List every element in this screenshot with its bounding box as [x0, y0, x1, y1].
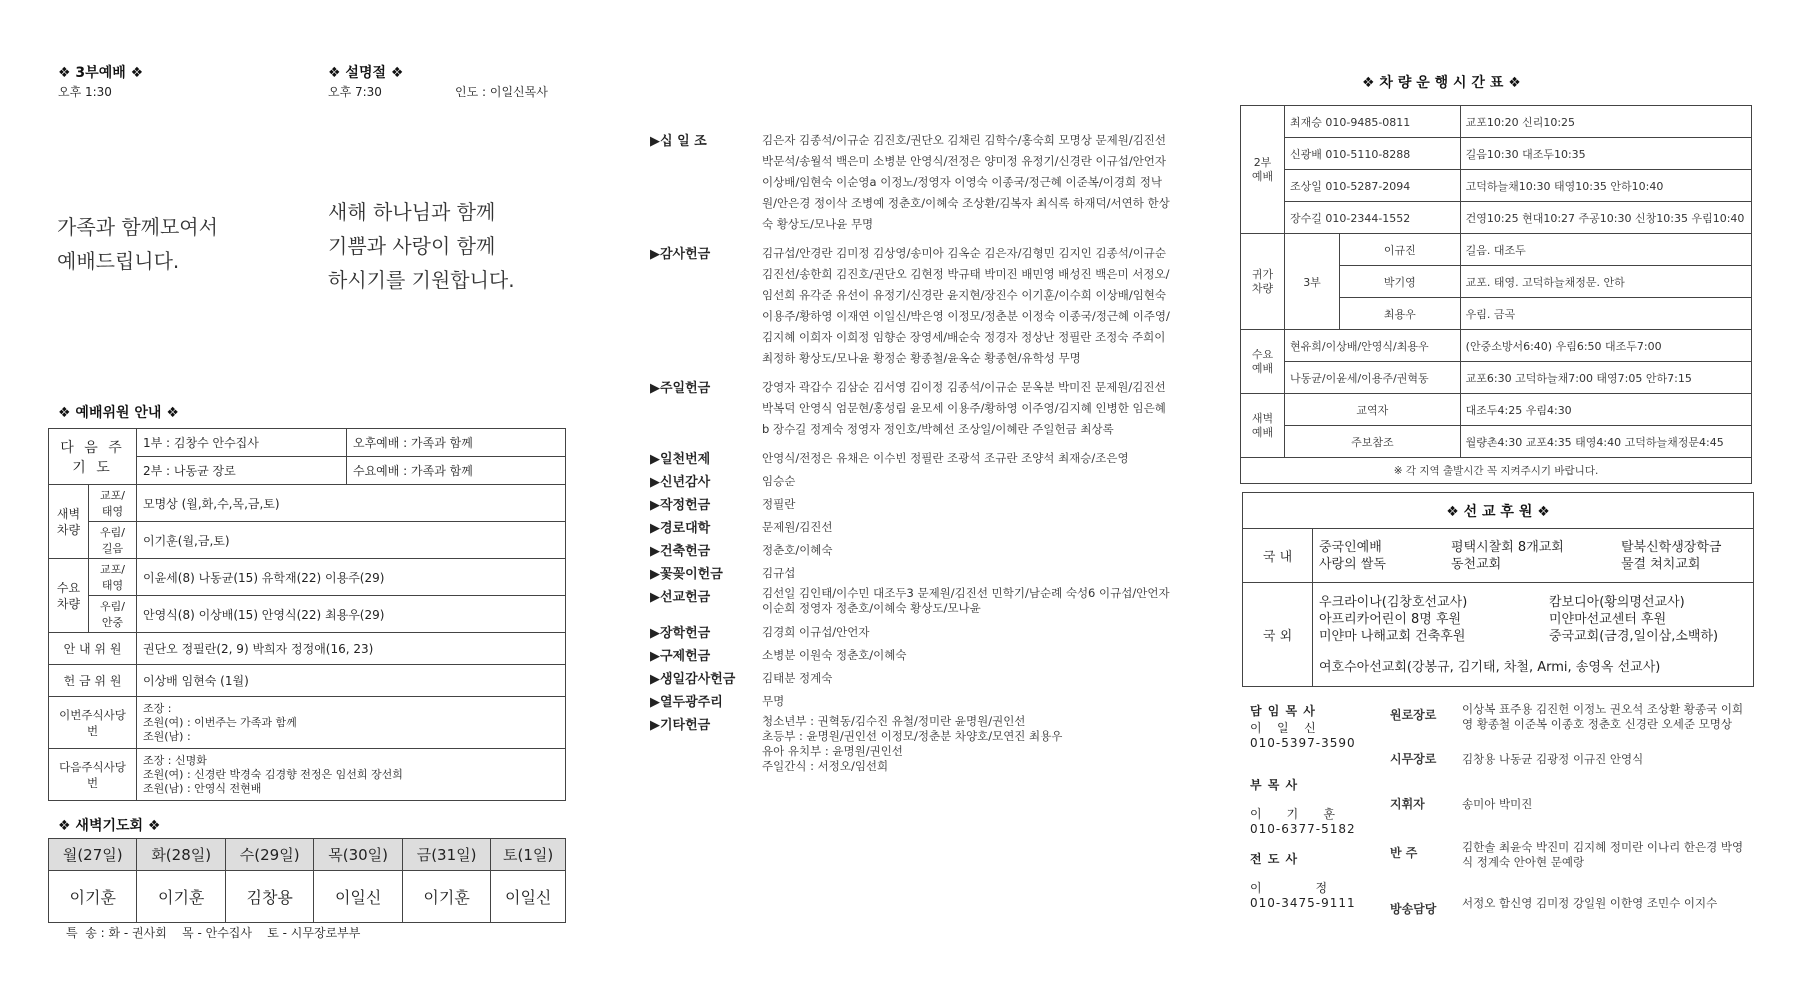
- dawn-day: 화(28일): [137, 839, 225, 871]
- offering-type: ▶장학헌금: [650, 626, 711, 641]
- dawn-car-area: 우림/길음: [89, 522, 137, 559]
- accompanist-label: 반 주: [1390, 846, 1418, 860]
- pastor-name: 이 일 신: [1250, 721, 1317, 735]
- offering-donors: 김태분 정계숙: [762, 671, 833, 685]
- meal-leader: 조장 :: [143, 701, 172, 715]
- dawn-day: 금(31일): [402, 839, 490, 871]
- mission-domestic-label: 국 내: [1243, 529, 1313, 583]
- wed-car-driver: 이윤세(8) 나동균(15) 유학재(22) 이용주(29): [137, 559, 566, 596]
- offering-group: [650, 622, 1170, 643]
- offering-type: ▶일천번제: [650, 452, 711, 467]
- assoc-pastor-title: 부 목 사: [1250, 778, 1299, 792]
- dawn-preacher: 이기훈: [49, 871, 137, 923]
- mission-item: 중국교회(금경,일이삼,소백하): [1549, 628, 1719, 644]
- dawn-preacher: 이일신: [314, 871, 402, 923]
- prayer-second: 2부 : 나동균 장로: [137, 457, 347, 485]
- bus-group-label: 수요 예배: [1241, 330, 1285, 394]
- offering-type: ▶꽃꽂이헌금: [650, 567, 723, 582]
- bus-title: ❖ 차 량 운 행 시 간 표 ❖: [1362, 75, 1521, 91]
- message-line: 새해 하나님과 함께: [328, 200, 496, 224]
- bus-driver: 나동균/이윤세/이용주/권혁동: [1285, 362, 1461, 394]
- offering-type: ▶구제헌금: [650, 649, 711, 664]
- dawn-car-driver: 이기훈(월,금,토): [137, 522, 566, 559]
- bus-driver: 이규진: [1340, 234, 1461, 266]
- bus-driver: 현유희/이상배/안영식/최용우: [1285, 330, 1461, 362]
- special-song: 특 송 : 화 - 권사회 목 - 안수집사 토 - 시무장로부부: [66, 926, 361, 940]
- offering-donors: 소병분 이원숙 정춘호/이혜숙: [762, 648, 907, 662]
- bus-route: 교포10:20 신리10:25: [1460, 106, 1751, 138]
- bus-driver: 장수길 010-2344-1552: [1285, 202, 1461, 234]
- offering-type: ▶주일헌금: [650, 381, 711, 396]
- bus-route: 대조두4:25 우림4:30: [1460, 394, 1751, 426]
- bus-driver: 교역자: [1285, 394, 1461, 426]
- mission-item: 탈북신학생장학금: [1621, 539, 1722, 555]
- active-elder-names: 김창용 나동균 김광정 이규진 안영식: [1462, 752, 1644, 766]
- offering-type: ▶선교헌금: [650, 590, 711, 605]
- offering-list: [650, 130, 1170, 782]
- offering-donors: 김선일 김인태/이수민 대조두3 문제원/김진선 민학기/남순례 숙성6 이규섭/안언자 이순희 정영자 정춘호/이혜숙 황상도/모나윤: [762, 586, 1170, 615]
- mission-item: 캄보디아(황의명선교사): [1549, 594, 1685, 610]
- bus-subgroup: 3부: [1285, 234, 1340, 330]
- bus-driver: 최용우: [1340, 298, 1461, 330]
- elder-names: 이상복 표주용 김진헌 이정노 권오석 조상환 황종국 이희영 황종철 이준복 이종호 정춘호 신경란 오세준 모명상: [1462, 702, 1744, 731]
- offering-group: [650, 130, 1170, 235]
- offering-group: [650, 645, 1170, 666]
- offering-type: ▶건축헌금: [650, 544, 711, 559]
- mission-item: 미얀마선교센터 후원: [1549, 611, 1667, 627]
- offering-type: ▶열두광주리: [650, 695, 723, 710]
- offering-group: [650, 714, 1170, 774]
- bus-driver: 주보참조: [1285, 426, 1461, 458]
- bus-group-label: 귀가 차량: [1241, 234, 1285, 330]
- evangelist-phone: 010-3475-9111: [1250, 896, 1356, 910]
- message-line: 예배드립니다.: [57, 249, 180, 273]
- bus-route: 교포. 태영. 고덕하늘채정문. 안하: [1460, 266, 1751, 298]
- broadcast-label: 방송담당: [1390, 902, 1437, 916]
- offering-type: ▶생일감사헌금: [650, 672, 736, 687]
- offering-group: [650, 540, 1170, 561]
- mission-foreign-label: 국 외: [1243, 583, 1313, 687]
- mission-item: 미얀마 나해교회 건축후원: [1319, 628, 1466, 644]
- offering-donors: 무명: [762, 694, 785, 708]
- lunar-time: 오후 7:30: [328, 85, 382, 99]
- prayer-afternoon: 오후예배 : 가족과 함께: [347, 429, 566, 457]
- meal-women: 조원(여) : 신경란 박경숙 김경향 전정은 임선희 장선희: [143, 767, 403, 781]
- prayer-first: 1부 : 김창수 안수집사: [137, 429, 347, 457]
- offering-type: ▶십 일 조: [650, 134, 707, 149]
- dawn-preacher: 김창용: [225, 871, 313, 923]
- offering-group: [650, 586, 1170, 616]
- wed-car-driver: 안영식(8) 이상배(15) 안영식(22) 최용우(29): [137, 596, 566, 633]
- meal-men: 조원(남) : 안영식 전현배: [143, 781, 262, 795]
- bus-route: 길음10:30 대조두10:35: [1460, 138, 1751, 170]
- dawn-car-label: 새벽 차량: [49, 485, 89, 559]
- offering-type: ▶신년감사: [650, 475, 711, 490]
- assoc-pastor-phone: 010-6377-5182: [1250, 822, 1356, 836]
- mission-item: 여호수아선교회(강봉규, 김기태, 차철, Armi, 송영옥 선교사): [1319, 659, 1661, 675]
- bus-schedule-table: [1240, 105, 1752, 484]
- broadcast-names: 서정오 함신영 김미정 강일원 이한영 조민수 이지수: [1462, 896, 1718, 910]
- lunar-title: ❖ 설명절 ❖: [328, 65, 404, 81]
- bus-route: 길음. 대조두: [1460, 234, 1751, 266]
- dawn-car-driver: 모명상 (월,화,수,목,금,토): [137, 485, 566, 522]
- bus-driver: 박기영: [1340, 266, 1461, 298]
- mission-table: [1242, 528, 1754, 687]
- offering-group: [650, 448, 1170, 469]
- offering-names: 이상배 임현숙 (1월): [137, 665, 566, 697]
- conductor-label: 지휘자: [1390, 797, 1425, 811]
- prayer-label: 다 음 주 기 도: [49, 429, 137, 485]
- lunar-leader: 인도 : 이일신목사: [455, 85, 548, 99]
- offering-group: [650, 563, 1170, 584]
- offering-group: [650, 243, 1170, 369]
- bus-route: (안중소방서6:40) 우림6:50 대조두7:00: [1460, 330, 1751, 362]
- offering-group: [650, 517, 1170, 538]
- bus-route: 건영10:25 현대10:27 주공10:30 신창10:35 우림10:40: [1460, 202, 1751, 234]
- offering-type: ▶기타헌금: [650, 718, 711, 733]
- meal-women: 조원(여) : 이번주는 가족과 함께: [143, 715, 297, 729]
- message-newyear: [328, 195, 515, 297]
- staff-title: ❖ 예배위원 안내 ❖: [58, 405, 179, 421]
- prayer-wednesday: 수요예배 : 가족과 함께: [347, 457, 566, 485]
- offering-donors: 문제원/김진선: [762, 520, 833, 534]
- message-line: 하시기를 기원합니다.: [328, 268, 515, 292]
- bus-route: 월량촌4:30 교포4:35 태영4:40 고덕하늘채정문4:45: [1460, 426, 1751, 458]
- offering-group: [650, 668, 1170, 689]
- offering-donors: 김경희 이규섭/안언자: [762, 625, 870, 639]
- dawn-preacher: 이기훈: [402, 871, 490, 923]
- mission-item: 물결 쳐치교회: [1621, 556, 1701, 572]
- offering-type: ▶경로대학: [650, 521, 711, 536]
- accompanist-names: 김한솔 최윤숙 박진미 김지혜 정미란 이나리 한은경 박영식 정계숙 안아현 문예랑: [1462, 840, 1744, 869]
- conductor-names: 송미아 박미진: [1462, 797, 1533, 811]
- dawn-day: 월(27일): [49, 839, 137, 871]
- bus-note: ※ 각 지역 출발시간 꼭 지켜주시기 바랍니다.: [1241, 458, 1752, 484]
- staff-table: [48, 428, 566, 801]
- offering-donors: 김규섭: [762, 566, 796, 580]
- dawn-day: 수(29일): [225, 839, 313, 871]
- mission-item: 아프리카어린이 8명 후원: [1319, 611, 1462, 627]
- meal-men: 조원(남) :: [143, 729, 191, 743]
- message-line: 가족과 함께모여서: [57, 215, 218, 239]
- usher-label: 안 내 위 원: [49, 633, 137, 665]
- offering-donors: 안영식/전정은 유채은 이수빈 정필란 조광석 조규란 조양석 최재승/조은영: [762, 451, 1129, 465]
- wed-car-label: 수요 차량: [49, 559, 89, 633]
- dawn-day: 목(30일): [314, 839, 402, 871]
- elder-label: 원로장로: [1390, 708, 1437, 722]
- offering-donors: 정필란: [762, 497, 796, 511]
- bus-group-label: 새벽 예배: [1241, 394, 1285, 458]
- evangelist-name: 이 정: [1250, 881, 1329, 895]
- offering-donors: 김은자 김종석/이규순 김진호/권단오 김채린 김학수/홍숙희 모명상 문제원/김진선 박문석/송월석 백은미 소병분 안영식/전정은 양미정 유정기/신경란 이규섭/안언자 이상배/임현숙 이순영a 이정노/정영자 이영숙 이종국/정근혜 이준복/이경희 정낙원/안은경 정이삭 조병예 정춘호/이혜숙 조상환/김복자 최식록 하재덕/서연하 한상숙 황상도/모나윤 무명: [762, 133, 1170, 231]
- offering-donors: 임승순: [762, 474, 796, 488]
- dawn-preacher: 이기훈: [137, 871, 225, 923]
- mission-item: 동천교회: [1451, 556, 1502, 572]
- offering-type: ▶감사헌금: [650, 247, 711, 262]
- wed-car-area: 우림/안중: [89, 596, 137, 633]
- mission-title: ❖ 선 교 후 원 ❖: [1446, 503, 1550, 520]
- bus-driver: 최재승 010-9485-0811: [1285, 106, 1461, 138]
- offering-group: [650, 494, 1170, 515]
- pastor-phone: 010-5397-3590: [1250, 736, 1356, 750]
- meal-this-week-label: 이번주식사당번: [49, 697, 137, 749]
- bus-driver: 신광배 010-5110-8288: [1285, 138, 1461, 170]
- mission-header: [1242, 492, 1754, 528]
- offering-group: [650, 377, 1170, 440]
- message-family: [57, 210, 218, 278]
- offering-group: [650, 691, 1170, 712]
- offering-label: 헌 금 위 원: [49, 665, 137, 697]
- bus-route: 고덕하늘채10:30 태영10:35 안하10:40: [1460, 170, 1751, 202]
- dawn-car-area: 교포/태영: [89, 485, 137, 522]
- mission-item: 평택시찰회 8개교회: [1451, 539, 1564, 555]
- bus-route: 교포6:30 고덕하늘채7:00 태영7:05 안하7:15: [1460, 362, 1751, 394]
- mission-item: 우크라이나(김창호선교사): [1319, 594, 1468, 610]
- bus-driver: 조상일 010-5287-2094: [1285, 170, 1461, 202]
- offering-group: [650, 471, 1170, 492]
- offering-donors: 청소년부 : 권혁동/김수진 유철/정미란 윤명원/권인선 초등부 : 윤명원/권인선 이정모/정춘분 차양호/모연진 최용우 유아 유치부 : 윤명원/권인선 주일간식 : 서정오/임선희: [762, 714, 1063, 773]
- mission-item: 사랑의 쌀독: [1319, 556, 1386, 572]
- worship3-time: 오후 1:30: [58, 85, 112, 99]
- active-elder-label: 시무장로: [1390, 752, 1437, 766]
- message-line: 기쁨과 사랑이 함께: [328, 234, 496, 258]
- meal-leader: 조장 : 신명화: [143, 753, 207, 767]
- pastor-title: 담 임 목 사: [1250, 704, 1316, 718]
- dawn-prayer-title: ❖ 새벽기도회 ❖: [58, 818, 161, 834]
- dawn-preacher: 이일신: [491, 871, 566, 923]
- evangelist-title: 전 도 사: [1250, 852, 1299, 866]
- bus-group-label: 2부 예배: [1241, 106, 1285, 234]
- offering-type: ▶작정헌금: [650, 498, 711, 513]
- meal-next-week-label: 다음주식사당번: [49, 749, 137, 801]
- assoc-pastor-name: 이 기 훈: [1250, 807, 1336, 821]
- offering-donors: 김규섭/안경란 김미정 김상영/송미아 김옥순 김은자/김형민 김지인 김종석/이규순 김진선/송한희 김진호/권단오 김현정 박규태 박미진 배민영 배성진 백은미 서정오/임선희 유각준 유선이 유정기/신경란 윤지현/장진수 이기훈/이수희 이상배/임현숙 이용주/황하영 이재연 이일신/박은영 이정모/정춘분 이정숙 이종국/정근혜 이주영/김지혜 이희자 이희정 임향순 장영세/배순숙 정경자 정상난 정필란 조정숙 주희이 최정하 황상도/모나윤 황정순 황종철/윤옥순 황종현/유학성 무명: [762, 246, 1170, 365]
- offering-donors: 정춘호/이혜숙: [762, 543, 833, 557]
- usher-names: 권단오 정필란(2, 9) 박희자 정정애(16, 23): [137, 633, 566, 665]
- church-staff: [1390, 702, 1750, 917]
- wed-car-area: 교포/태영: [89, 559, 137, 596]
- bus-route: 우림. 금곡: [1460, 298, 1751, 330]
- worship3-title: ❖ 3부예배 ❖: [58, 65, 144, 81]
- dawn-day: 토(1일): [491, 839, 566, 871]
- mission-item: 중국인예배: [1319, 539, 1382, 555]
- dawn-prayer-table: [48, 838, 566, 923]
- offering-donors: 강영자 곽갑수 김삼순 김서영 김이정 김종석/이규순 문옥분 박미진 문제원/김진선 박복덕 안영식 엄문현/홍성림 윤모세 이용주/황하영 이주영/김지혜 인병한 임은혜b 장수길 정계숙 정영자 정인호/박혜선 조상일/이혜란 주일헌금 최상록: [762, 380, 1166, 436]
